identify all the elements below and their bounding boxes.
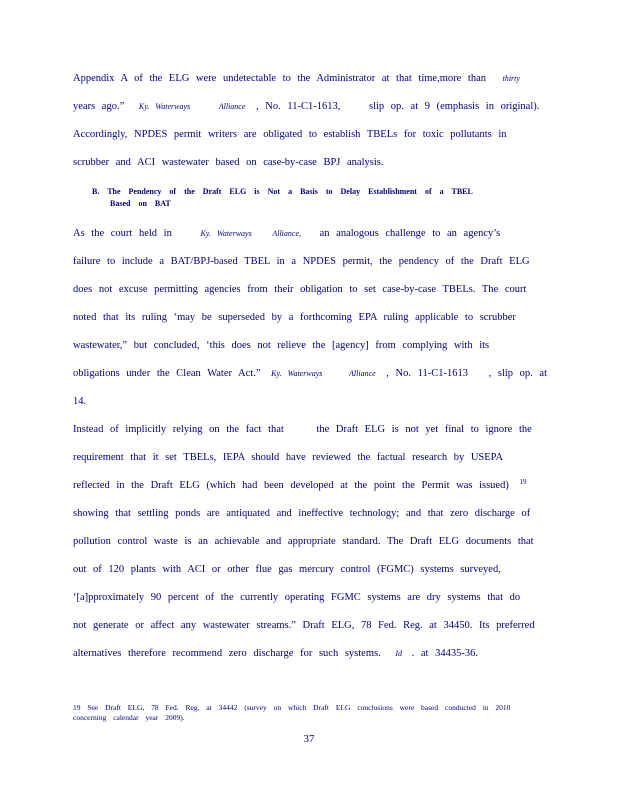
body-line (73, 647, 543, 661)
body-line (73, 367, 547, 381)
text-run: As the court held in (73, 228, 172, 239)
body-line (73, 100, 543, 114)
text-run: showing that settling ponds are antiquated and ineffective technology; and that zero discharge of (73, 508, 531, 519)
text-run: , slip op. at (488, 368, 547, 379)
text-run: alternatives therefore recommend zero discharge for such systems. (73, 648, 381, 659)
body-line (73, 72, 543, 86)
section-heading: B. The Pendency of the Draft ELG is Not a Basis to Delay Establishment of a TBEL (92, 187, 473, 196)
text-run: , No. 11-C1-1613 (386, 368, 468, 379)
body-line (73, 255, 543, 269)
body-line (73, 128, 543, 142)
text-run: ‘[a]pproximately 90 percent of the currently operating FGMC systems are dry systems that do (73, 592, 521, 603)
page-number: 37 (303, 733, 315, 745)
text-run: wastewater,” but concluded, ‘this does not relieve the [agency] from complying with its (73, 340, 490, 351)
footnote: 19 See Draft ELG, 78 Fed. Reg. at 34442 (survey on which Draft ELG conclusions were based conducted in 2010 (73, 703, 511, 712)
text-run: Appendix A of the ELG were undetectable to the Administrator at that time,more than (73, 73, 486, 84)
body-line (73, 563, 543, 577)
text-run: Accordingly, NPDES permit writers are obligated to establish TBELs for toxic pollutants in (73, 129, 507, 140)
body-line (73, 479, 543, 493)
body-line (73, 507, 543, 521)
section-heading-continued: Based on BAT (110, 199, 171, 208)
body-line (73, 227, 543, 241)
citation-italic: Alliance (349, 369, 376, 378)
text-run: years ago.” (73, 101, 125, 112)
body-line (73, 395, 543, 409)
text-run: the Draft ELG is not yet final to ignore the (316, 424, 532, 435)
text-run: requirement that it set TBELs, IEPA should have reviewed the factual research by USEPA (73, 452, 504, 463)
body-line (73, 283, 543, 297)
body-line (73, 311, 543, 325)
text-run: noted that its ruling ‘may be superseded by a forthcoming EPA ruling applicable to scrubber (73, 312, 516, 323)
body-line (73, 535, 543, 549)
text-run: failure to include a BAT/BPJ-based TBEL in a NPDES permit, the pendency of the Draft ELG (73, 256, 530, 267)
body-line (73, 339, 543, 353)
citation-italic: Ky. Waterways (138, 102, 191, 111)
text-run: reflected in the Draft ELG (which had been developed at the point the Permit was issued) (73, 480, 509, 491)
text-run: not generate or affect any wastewater streams.” Draft ELG, 78 Fed. Reg. at 34450. Its preferred (73, 620, 535, 631)
body-line (73, 156, 543, 170)
body-line (73, 423, 543, 437)
text-run: . at 34435-36. (411, 648, 478, 659)
citation-italic: Alliance (218, 102, 246, 111)
body-line (73, 451, 543, 465)
text-run: an analogous challenge to an agency’s (319, 228, 501, 239)
text-run: scrubber and ACI wastewater based on case-by-case BPJ analysis. (73, 157, 384, 168)
text-run: , No. 11-C1-1613, (256, 101, 341, 112)
citation-italic: Ky. Waterways (271, 369, 323, 378)
text-run: Instead of implicitly relying on the fact that (73, 424, 284, 435)
footnote-continued: concerning calendar year 2009). (73, 713, 185, 722)
text-run: 14. (73, 396, 87, 407)
citation-italic: Ky. Waterways (200, 229, 252, 238)
footnote-reference: 19 (519, 477, 527, 486)
citation-italic: Alliance, (272, 229, 301, 238)
text-run: does not excuse permitting agencies from their obligation to set case-by-case TBELs. The court (73, 284, 527, 295)
text-run: obligations under the Clean Water Act.” (73, 368, 261, 379)
citation-italic: Id (395, 649, 402, 658)
body-line (73, 619, 543, 633)
italic-run: thirty (502, 74, 520, 83)
text-run: out of 120 plants with ACI or other flue gas mercury control (FGMC) systems surveyed, (73, 564, 501, 575)
body-line (73, 591, 543, 605)
text-run: pollution control waste is an achievable and appropriate standard. The Draft ELG documents that (73, 536, 534, 547)
text-run: slip op. at 9 (emphasis in original). (368, 101, 540, 112)
